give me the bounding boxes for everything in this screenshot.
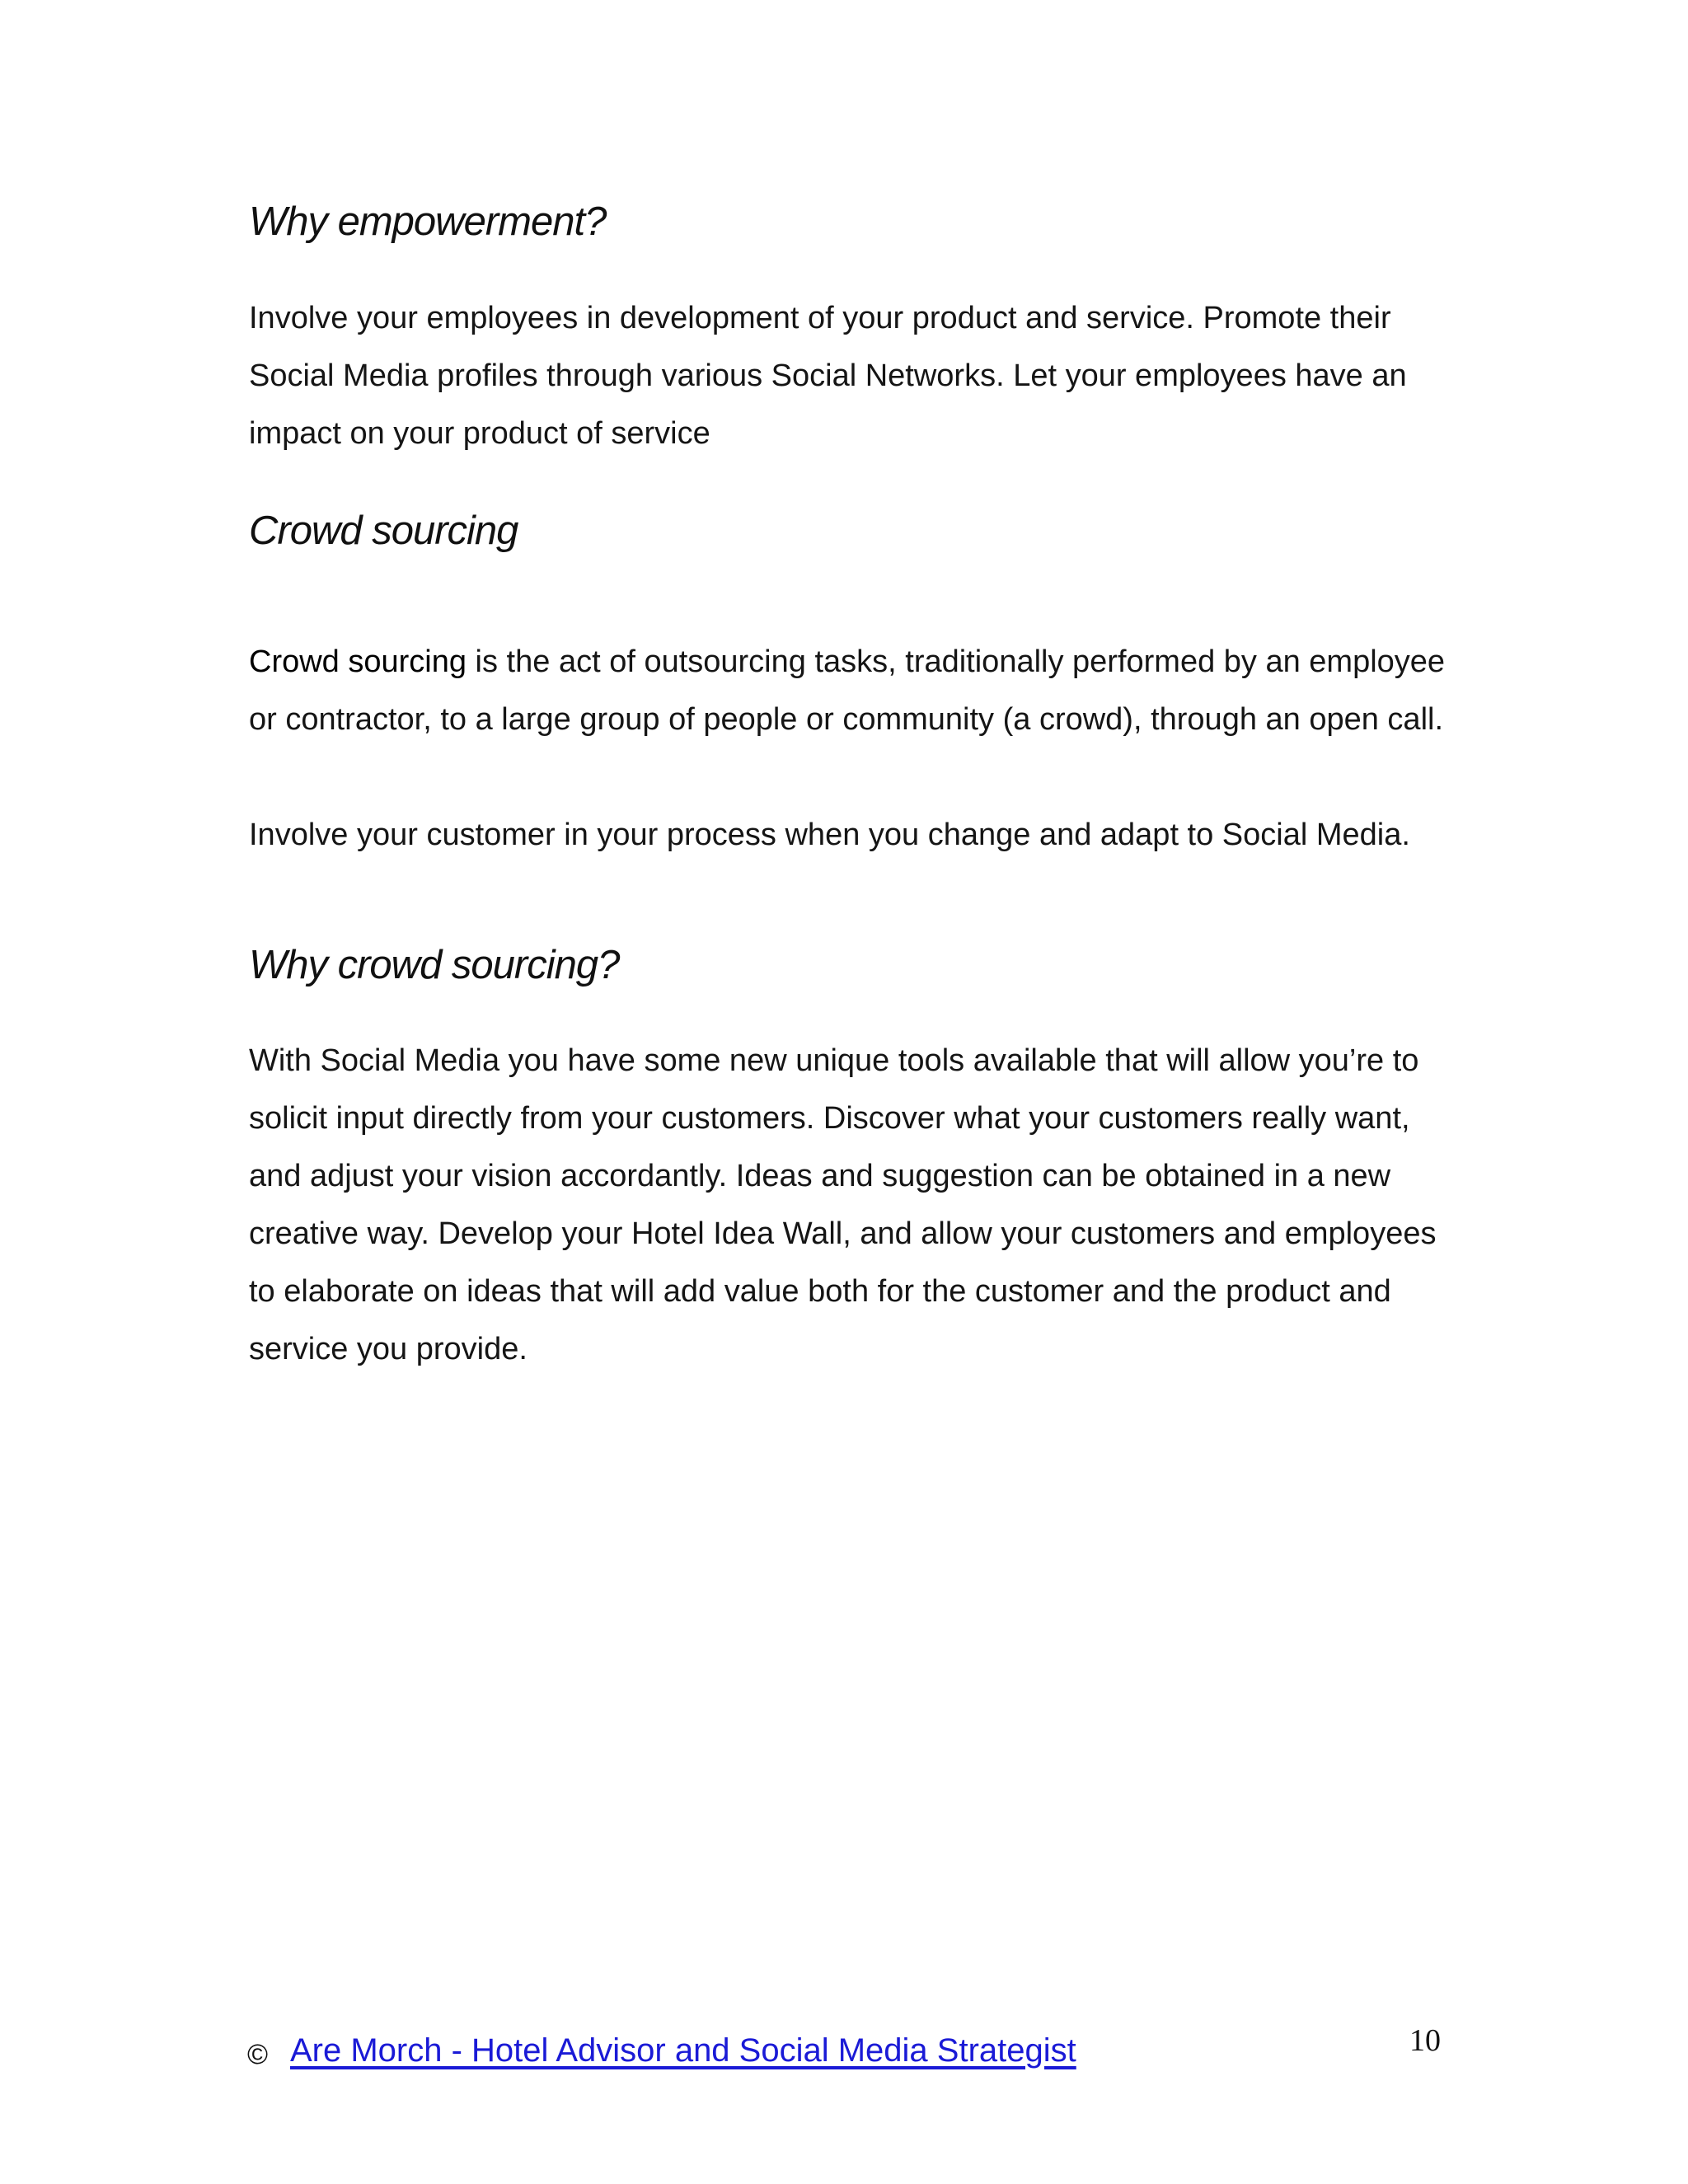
crowd-sourcing-definition-text: is the act of outsourcing tasks, traditionally performed by an employee or contractor, to a large group of people or community (a crowd), through an open call. <box>249 644 1446 737</box>
page-content <box>249 198 1452 1378</box>
paragraph-involve-customer: Involve your customer in your process when you change and adapt to Social Media. <box>249 817 1410 852</box>
paragraph-why-crowd-sourcing: With Social Media you have some new unique tools available that will allow you’re to solicit input directly from your customers. Discover what your customers really want, and adjust your vision accordantly. Ideas and suggestion can be obtained in a new creative way. Develop your Hotel Idea Wall, and allow your customers and employees to elaborate on ideas that will add value both for the customer and the product and service you provide. <box>249 1043 1437 1367</box>
heading-crowd-sourcing: Crowd sourcing <box>249 508 518 553</box>
copyright-symbol: © <box>247 2039 269 2070</box>
page-number: 10 <box>1409 2023 1441 2058</box>
author-link[interactable]: Are Morch - Hotel Advisor and Social Media Strategist <box>290 2032 1076 2069</box>
paragraph-crowd-sourcing-definition <box>249 633 1452 748</box>
page-footer <box>247 2023 1451 2082</box>
heading-why-empowerment: Why empowerment? <box>249 199 607 244</box>
heading-why-crowd-sourcing: Why crowd sourcing? <box>249 942 620 987</box>
crowd-sourcing-term: Crowd sourcing <box>249 644 467 679</box>
paragraph-empowerment: Involve your employees in development of your product and service. Promote their Social Media profiles through various Social Networks. Let your employees have an impact on your product of service <box>249 300 1407 451</box>
